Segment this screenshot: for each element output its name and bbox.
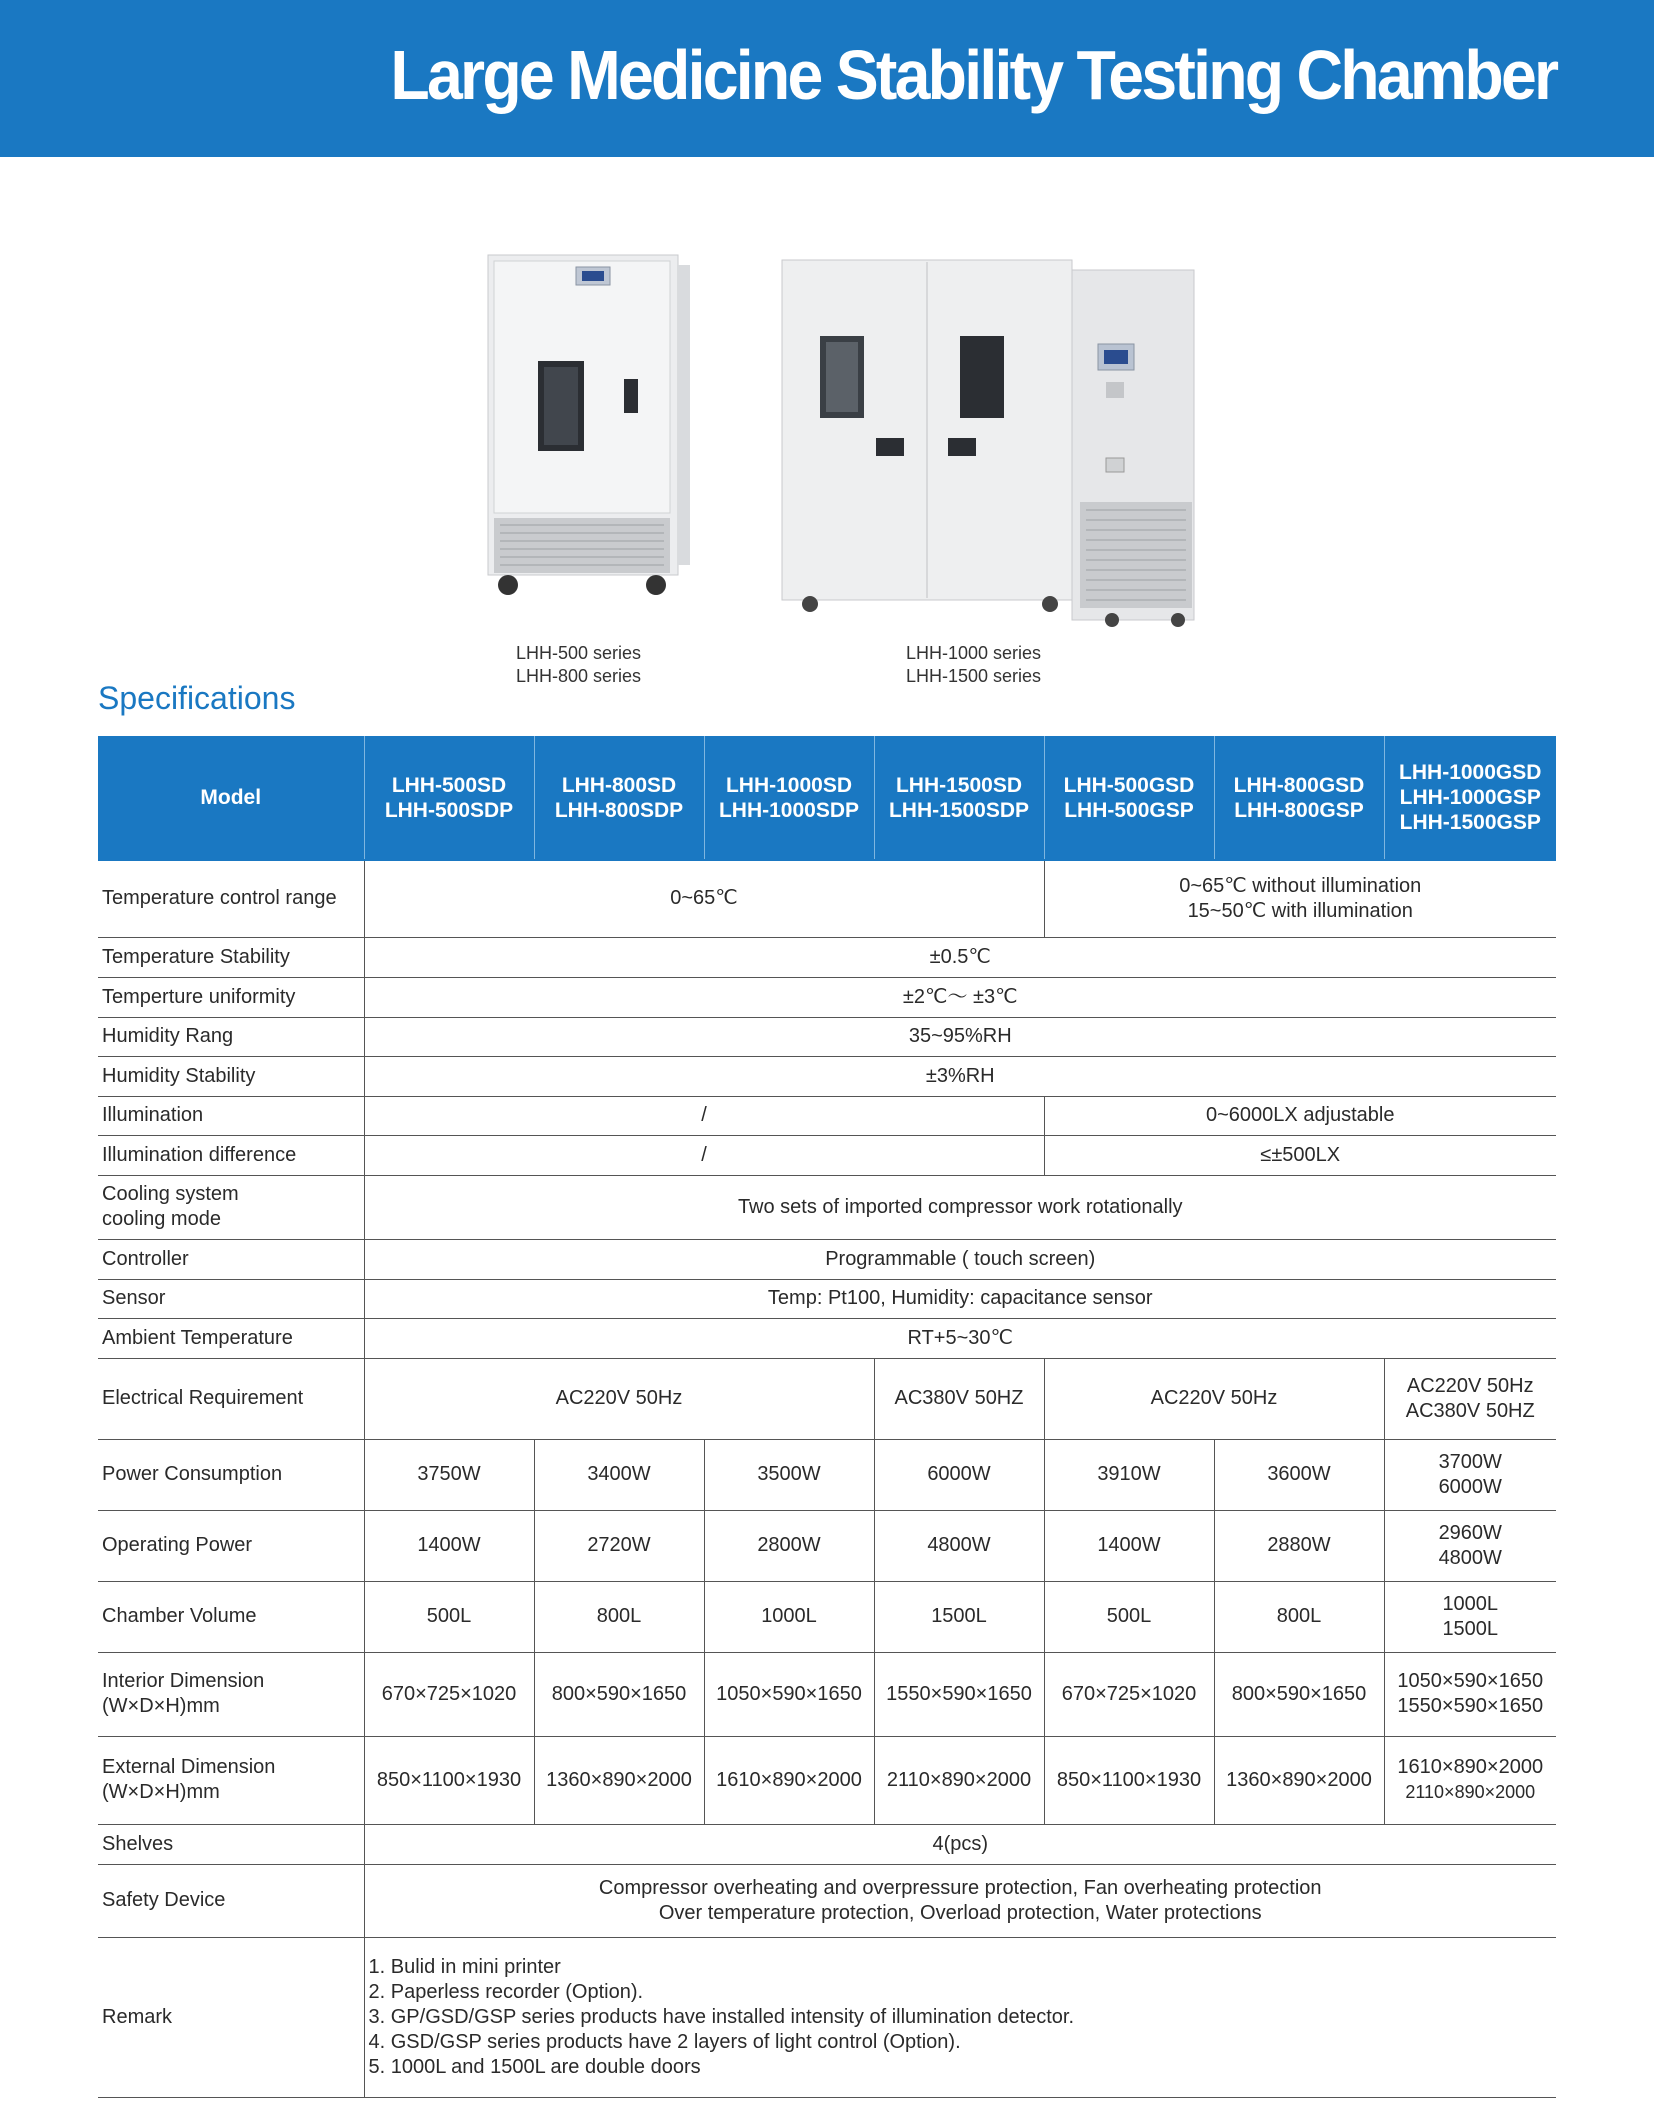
- section-title: Specifications: [98, 680, 296, 716]
- row-label: Temperature Stability: [98, 937, 364, 977]
- cell-value: /: [364, 1096, 1044, 1135]
- cell-value: 3600W: [1214, 1439, 1384, 1510]
- table-header-row: [98, 736, 1556, 860]
- row-label: Remark: [98, 1937, 364, 2097]
- cell-value: 3750W: [364, 1439, 534, 1510]
- table-row: [98, 1581, 1556, 1652]
- specifications-table: [98, 736, 1556, 2098]
- cell-value: Compressor overheating and overpressure protection, Fan overheating protection Over temperature protection, Overload protection, Water protections: [364, 1864, 1556, 1937]
- row-label: Humidity Rang: [98, 1017, 364, 1056]
- row-label: Humidity Stability: [98, 1056, 364, 1096]
- cell-value: AC220V 50Hz: [364, 1358, 874, 1439]
- remark-item: 4. GSD/GSP series products have 2 layers of light control (Option).: [368, 2030, 961, 2053]
- cell-value: 670×725×1020: [364, 1652, 534, 1736]
- cell-value: 0~65℃ without illumination 15~50℃ with illumination: [1044, 860, 1556, 937]
- cell-value: 1360×890×2000: [1214, 1736, 1384, 1824]
- table-row: [98, 1096, 1556, 1135]
- cell-value: 800L: [1214, 1581, 1384, 1652]
- row-label: Safety Device: [98, 1864, 364, 1937]
- table-row: [98, 1439, 1556, 1510]
- cell-value: 500L: [1044, 1581, 1214, 1652]
- product-caption: [906, 642, 1041, 688]
- table-row: [98, 1824, 1556, 1864]
- header-model: LHH-1500SD LHH-1500SDP: [874, 736, 1044, 860]
- cell-value: 3500W: [704, 1439, 874, 1510]
- table-row: [98, 1736, 1556, 1824]
- table-row: [98, 1279, 1556, 1318]
- cell-value: 2110×890×2000: [874, 1736, 1044, 1824]
- cell-value: 1400W: [1044, 1510, 1214, 1581]
- cell-value: 4(pcs): [364, 1824, 1556, 1864]
- caption-line: LHH-500 series: [516, 643, 642, 663]
- header-model: LHH-800SD LHH-800SDP: [534, 736, 704, 860]
- cell-value: AC380V 50HZ: [874, 1358, 1044, 1439]
- cell-value: 1610×890×2000 2110×890×2000: [1384, 1736, 1556, 1824]
- cell-value: 670×725×1020: [1044, 1652, 1214, 1736]
- cell-value: 1610×890×2000: [704, 1736, 874, 1824]
- cell-value: Temp: Pt100, Humidity: capacitance sensor: [364, 1279, 1556, 1318]
- remark-item: 5. 1000L and 1500L are double doors: [368, 2055, 701, 2078]
- row-label: Power Consumption: [98, 1439, 364, 1510]
- row-label: Illumination: [98, 1096, 364, 1135]
- cell-value: AC220V 50Hz: [1044, 1358, 1384, 1439]
- cell-value: 3910W: [1044, 1439, 1214, 1510]
- cell-value: 2960W 4800W: [1384, 1510, 1556, 1581]
- cell-value: 2720W: [534, 1510, 704, 1581]
- product-image-lhh-1000-1500: [780, 258, 1200, 628]
- product-caption: [516, 642, 641, 688]
- header-model-label: Model: [98, 736, 364, 860]
- row-label: Operating Power: [98, 1510, 364, 1581]
- cell-value: 1000L: [704, 1581, 874, 1652]
- row-label: Temperature control range: [98, 860, 364, 937]
- cell-value: 0~6000LX adjustable: [1044, 1096, 1556, 1135]
- header-model: LHH-1000GSD LHH-1000GSP LHH-1500GSP: [1384, 736, 1556, 860]
- cell-value: 3400W: [534, 1439, 704, 1510]
- cell-value: Programmable ( touch screen): [364, 1239, 1556, 1279]
- table-row: [98, 1056, 1556, 1096]
- cell-value: 2880W: [1214, 1510, 1384, 1581]
- cell-value: 1500L: [874, 1581, 1044, 1652]
- cell-value: 35~95%RH: [364, 1017, 1556, 1056]
- row-label: Sensor: [98, 1279, 364, 1318]
- header-model: LHH-1000SD LHH-1000SDP: [704, 736, 874, 860]
- remark-item: 3. GP/GSD/GSP series products have installed intensity of illumination detector.: [368, 2005, 1075, 2028]
- cell-value: ±3%RH: [364, 1056, 1556, 1096]
- cell-value: ≤±500LX: [1044, 1135, 1556, 1175]
- row-label: Chamber Volume: [98, 1581, 364, 1652]
- caption-line: LHH-800 series: [516, 666, 642, 686]
- row-label: Controller: [98, 1239, 364, 1279]
- table-row: [98, 1652, 1556, 1736]
- cell-value: 3700W 6000W: [1384, 1439, 1556, 1510]
- cell-value: Two sets of imported compressor work rotationally: [364, 1175, 1556, 1239]
- table-row: [98, 1318, 1556, 1358]
- table-row: [98, 977, 1556, 1017]
- row-label: External Dimension (W×D×H)mm: [98, 1736, 364, 1824]
- table-row: [98, 1510, 1556, 1581]
- cell-value: 800×590×1650: [534, 1652, 704, 1736]
- cell-value: 1050×590×1650 1550×590×1650: [1384, 1652, 1556, 1736]
- header-model: LHH-800GSD LHH-800GSP: [1214, 736, 1384, 860]
- cell-value: 0~65℃: [364, 860, 1044, 937]
- header-model: LHH-500SD LHH-500SDP: [364, 736, 534, 860]
- cell-value: 1000L 1500L: [1384, 1581, 1556, 1652]
- caption-line: LHH-1000 series: [906, 643, 1042, 663]
- table-row: [98, 1937, 1556, 2097]
- cell-value: 1550×590×1650: [874, 1652, 1044, 1736]
- table-row: [98, 1135, 1556, 1175]
- cell-value: 4800W: [874, 1510, 1044, 1581]
- header-model: LHH-500GSD LHH-500GSP: [1044, 736, 1214, 860]
- table-row: [98, 1239, 1556, 1279]
- cell-value: AC220V 50Hz AC380V 50HZ: [1384, 1358, 1556, 1439]
- row-label: Ambient Temperature: [98, 1318, 364, 1358]
- row-label: Temperture uniformity: [98, 977, 364, 1017]
- cell-value: RT+5~30℃: [364, 1318, 1556, 1358]
- row-label: Cooling system cooling mode: [98, 1175, 364, 1239]
- table-row: [98, 1864, 1556, 1937]
- table-row: [98, 1175, 1556, 1239]
- cell-value: 2800W: [704, 1510, 874, 1581]
- remark-item: 2. Paperless recorder (Option).: [368, 1980, 644, 2003]
- page-title: Large Medicine Stability Testing Chamber: [390, 36, 1556, 114]
- header-banner: [0, 0, 1654, 157]
- table-row: [98, 1358, 1556, 1439]
- row-label: Interior Dimension (W×D×H)mm: [98, 1652, 364, 1736]
- remark-list: [364, 1937, 1556, 2097]
- row-label: Shelves: [98, 1824, 364, 1864]
- caption-line: LHH-1500 series: [906, 666, 1042, 686]
- cell-value: 1050×590×1650: [704, 1652, 874, 1736]
- cell-value: 800L: [534, 1581, 704, 1652]
- cell-value: 800×590×1650: [1214, 1652, 1384, 1736]
- cell-value: 1400W: [364, 1510, 534, 1581]
- cell-value: 850×1100×1930: [1044, 1736, 1214, 1824]
- table-row: [98, 860, 1556, 937]
- table-row: [98, 1017, 1556, 1056]
- cell-value: ±2℃～ ±3℃: [364, 977, 1556, 1017]
- remark-item: 1. Bulid in mini printer: [368, 1955, 561, 1978]
- row-label: Illumination difference: [98, 1135, 364, 1175]
- cell-value: 1360×890×2000: [534, 1736, 704, 1824]
- row-label: Electrical Requirement: [98, 1358, 364, 1439]
- cell-value: 850×1100×1930: [364, 1736, 534, 1824]
- table-row: [98, 937, 1556, 977]
- product-image-lhh-500-800: [486, 253, 692, 603]
- cell-value: 6000W: [874, 1439, 1044, 1510]
- cell-value: 500L: [364, 1581, 534, 1652]
- cell-value: ±0.5℃: [364, 937, 1556, 977]
- cell-value: /: [364, 1135, 1044, 1175]
